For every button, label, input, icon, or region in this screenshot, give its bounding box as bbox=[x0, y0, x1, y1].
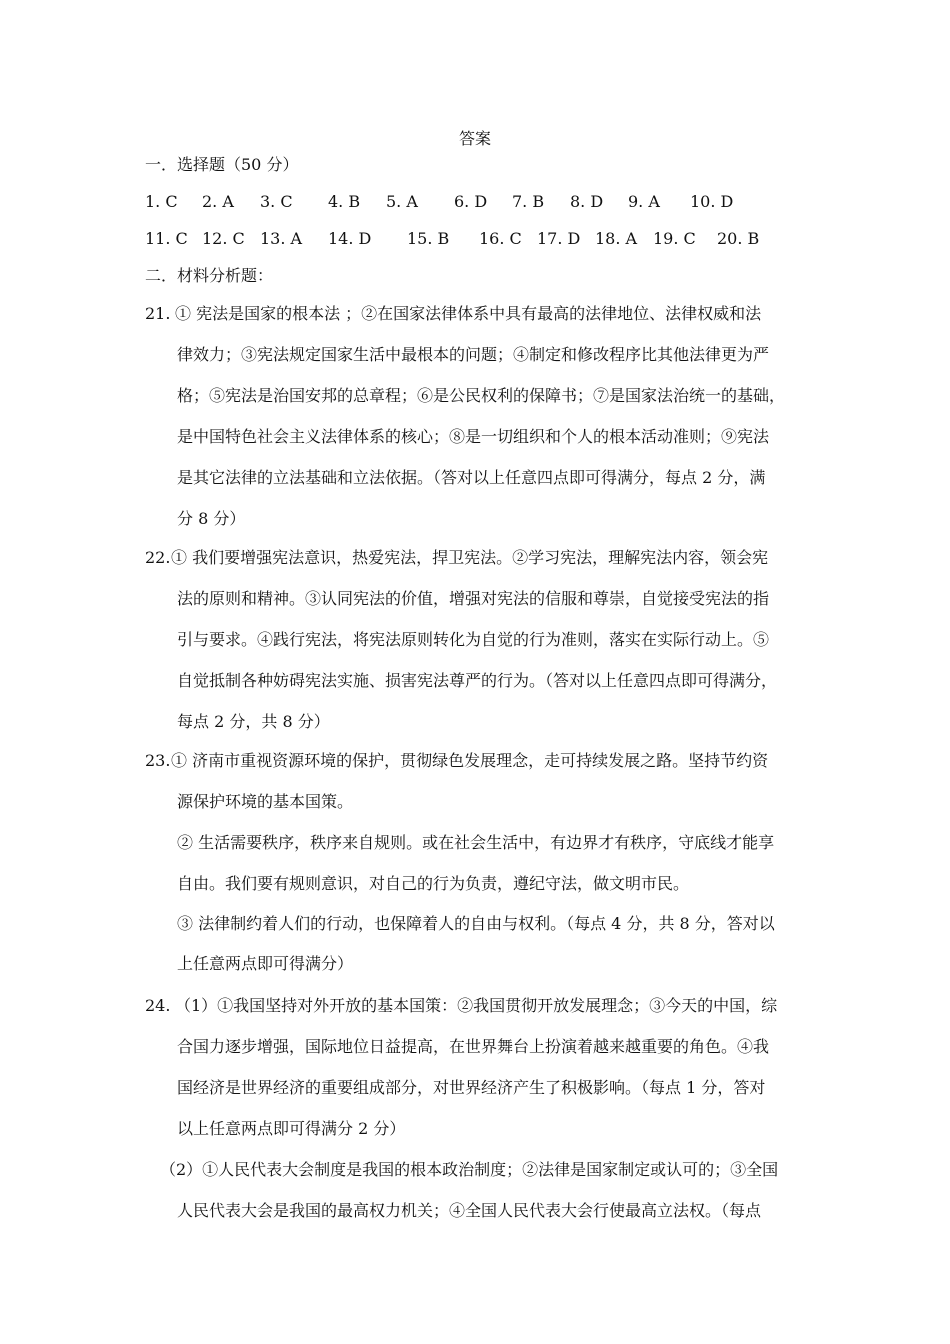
answer-line: 自觉抵制各种妨碍宪法实施、损害宪法尊严的行为。（答对以上任意四点即可得满分， bbox=[177, 671, 778, 690]
page-title: 答案 bbox=[458, 129, 491, 148]
mc-answer: 19. C bbox=[653, 229, 696, 248]
mc-answer: 2. A bbox=[202, 192, 234, 211]
mc-answer: 4. B bbox=[328, 192, 361, 211]
question-number: 24. bbox=[145, 996, 171, 1015]
question-number: 22. bbox=[145, 548, 171, 567]
answer-line: ① 济南市重视资源环境的保护，贯彻绿色发展理念，走可持续发展之路。坚持节约资 bbox=[171, 751, 769, 770]
mc-answer: 14. D bbox=[328, 229, 372, 248]
mc-answer: 15. B bbox=[407, 229, 450, 248]
answer-line: 格；⑤宪法是治国安邦的总章程；⑥是公民权利的保障书；⑦是国家法治统一的基础， bbox=[177, 386, 786, 405]
answer-line: 律效力；③宪法规定国家生活中最根本的问题；④制定和修改程序比其他法律更为严 bbox=[177, 345, 770, 364]
mc-answer: 10. D bbox=[690, 192, 734, 211]
answer-line: ③ 法律制约着人们的行动，也保障着人的自由与权利。（每点 4 分，共 8 分，答对以 bbox=[177, 914, 775, 933]
mc-answer: 8. D bbox=[570, 192, 604, 211]
answer-line: （1）①我国坚持对外开放的基本国策：②我国贯彻开放发展理念；③今天的中国，综 bbox=[175, 996, 778, 1015]
mc-answer: 12. C bbox=[202, 229, 245, 248]
mc-answer: 6. D bbox=[454, 192, 488, 211]
answer-line: 国经济是世界经济的重要组成部分，对世界经济产生了积极影响。（每点 1 分，答对 bbox=[177, 1078, 766, 1097]
answer-line: 自由。我们要有规则意识，对自己的行为负责，遵纪守法，做文明市民。 bbox=[177, 874, 690, 893]
mc-answer: 9. A bbox=[628, 192, 660, 211]
section1-heading: 一．选择题（50 分） bbox=[145, 155, 299, 174]
question-number: 23. bbox=[145, 751, 171, 770]
mc-answer: 11. C bbox=[145, 229, 188, 248]
answer-line: 分 8 分） bbox=[177, 509, 246, 528]
answer-line: 是中国特色社会主义法律体系的核心；⑧是一切组织和个人的根本活动准则；⑨宪法 bbox=[177, 427, 770, 446]
answer-line: 法的原则和精神。③认同宪法的价值，增强对宪法的信服和尊崇，自觉接受宪法的指 bbox=[177, 589, 770, 608]
mc-answer: 18. A bbox=[595, 229, 638, 248]
mc-answer: 7. B bbox=[512, 192, 545, 211]
mc-answer: 1. C bbox=[145, 192, 178, 211]
answer-line: 上任意两点即可得满分） bbox=[177, 954, 354, 973]
mc-answer: 5. A bbox=[386, 192, 418, 211]
mc-answer: 3. C bbox=[260, 192, 293, 211]
question-number: 21. bbox=[145, 304, 171, 323]
answer-line: （2）①人民代表大会制度是我国的根本政治制度；②法律是国家制定或认可的；③全国 bbox=[160, 1160, 779, 1179]
answer-line: 每点 2 分，共 8 分） bbox=[177, 712, 330, 731]
answer-line: 以上任意两点即可得满分 2 分） bbox=[177, 1119, 406, 1138]
mc-answer: 17. D bbox=[537, 229, 581, 248]
answer-line: ① 我们要增强宪法意识，热爱宪法，捍卫宪法。②学习宪法，理解宪法内容，领会宪 bbox=[171, 548, 769, 567]
answer-line: 合国力逐步增强，国际地位日益提高，在世界舞台上扮演着越来越重要的角色。④我 bbox=[177, 1037, 770, 1056]
mc-answer: 20. B bbox=[717, 229, 760, 248]
answer-line: 是其它法律的立法基础和立法依据。（答对以上任意四点即可得满分，每点 2 分，满 bbox=[177, 468, 766, 487]
answer-line: 引与要求。④践行宪法，将宪法原则转化为自觉的行为准则，落实在实际行动上。⑤ bbox=[177, 630, 770, 649]
answer-line: ② 生活需要秩序，秩序来自规则。或在社会生活中，有边界才有秩序，守底线才能享 bbox=[177, 833, 775, 852]
mc-answer: 13. A bbox=[260, 229, 303, 248]
answer-line: 源保护环境的基本国策。 bbox=[177, 792, 354, 811]
answer-line: ① 宪法是国家的根本法 ；②在国家法律体系中具有最高的法律地位、法律权威和法 bbox=[175, 304, 762, 323]
answer-line: 人民代表大会是我国的最高权力机关；④全国人民代表大会行使最高立法权。（每点 bbox=[177, 1201, 762, 1220]
mc-answer: 16. C bbox=[479, 229, 522, 248]
section2-heading: 二．材料分析题： bbox=[145, 266, 274, 285]
